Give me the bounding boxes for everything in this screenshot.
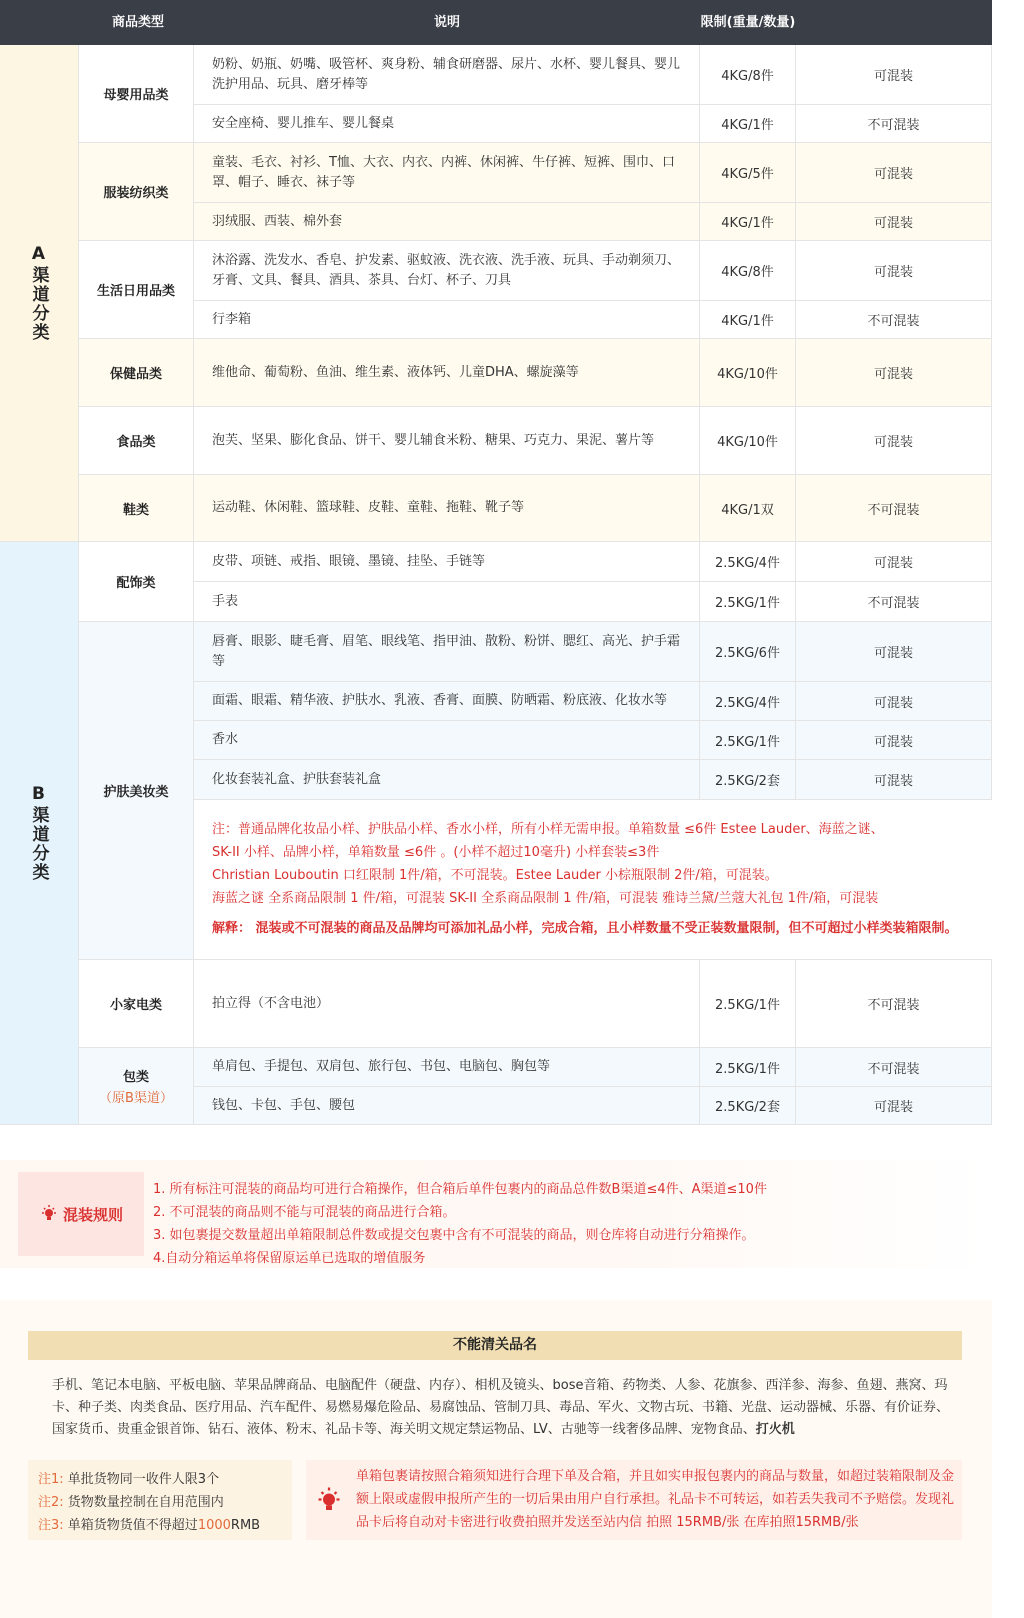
note-1 bbox=[38, 1468, 292, 1491]
section-b-label: B渠道分类 bbox=[0, 542, 79, 1125]
row-mix-status: 可混装 bbox=[796, 622, 992, 682]
row-limit: 4KG/1件 bbox=[700, 203, 796, 241]
row-description: 羽绒服、西装、棉外套 bbox=[194, 203, 700, 241]
row-limit: 2.5KG/6件 bbox=[700, 622, 796, 682]
row-mix-status: 可混装 bbox=[796, 45, 992, 105]
header-category: 商品类型 bbox=[111, 15, 164, 30]
row-mix-status: 不可混装 bbox=[796, 105, 992, 143]
row-mix-status: 不可混装 bbox=[796, 1048, 992, 1087]
notes-box bbox=[28, 1460, 292, 1540]
cosmetics-note-line3: Christian Louboutin 口红限制 1件/箱，不可混装。Estee Lauder 小棕瓶限制 2件/箱，可混装。 bbox=[212, 868, 778, 883]
category-clothing: 服装纺织类 bbox=[79, 143, 194, 241]
mix-rule-item: 1. 所有标注可混装的商品均可进行合箱操作，但合箱后单件包裹内的商品总件数B渠道≤4件、A渠道≤10件 bbox=[153, 1182, 767, 1197]
mix-rule-item: 3. 如包裹提交数量超出单箱限制总件数或提交包裹中含有不可混装的商品，则仓库将自动进行分箱操作。 bbox=[153, 1228, 755, 1243]
row-mix-status: 可混装 bbox=[796, 203, 992, 241]
row-description: 安全座椅、婴儿推车、婴儿餐桌 bbox=[194, 105, 700, 143]
row-limit: 2.5KG/2套 bbox=[700, 760, 796, 800]
mix-rule-item: 4.自动分箱运单将保留原运单已选取的增值服务 bbox=[153, 1251, 426, 1266]
row-limit: 2.5KG/4件 bbox=[700, 682, 796, 721]
category-shoes: 鞋类 bbox=[79, 475, 194, 542]
row-mix-status: 可混装 bbox=[796, 760, 992, 800]
note-3-text: 单箱货物货值不得超过 bbox=[67, 1518, 198, 1533]
row-mix-status: 可混装 bbox=[796, 143, 992, 203]
row-mix-status: 可混装 bbox=[796, 542, 992, 582]
cosmetics-note-line1: 注：普通品牌化妆品小样、护肤品小样、香水小样，所有小样无需申报。单箱数量 ≤6件 Estee Lauder、海蓝之谜、 bbox=[212, 822, 884, 837]
note-2-label: 注2: bbox=[38, 1495, 64, 1510]
row-limit: 2.5KG/4件 bbox=[700, 542, 796, 582]
row-description: 唇膏、眼影、睫毛膏、眉笔、眼线笔、指甲油、散粉、粉饼、腮红、高光、护手霜等 bbox=[194, 622, 700, 682]
mix-rules-badge bbox=[18, 1172, 144, 1256]
header-description: 说明 bbox=[433, 15, 460, 30]
row-description: 沐浴露、洗发水、香皂、护发素、驱蚊液、洗衣液、洗手液、玩具、手动剃须刀、牙膏、文具、餐具、酒具、茶具、台灯、杯子、刀具 bbox=[194, 241, 700, 301]
note-3-value: 1000 bbox=[197, 1518, 231, 1533]
category-appliance: 小家电类 bbox=[79, 960, 194, 1048]
row-mix-status: 可混装 bbox=[796, 1087, 992, 1125]
row-description: 单肩包、手提包、双肩包、旅行包、书包、电脑包、胸包等 bbox=[194, 1048, 700, 1087]
row-description: 钱包、卡包、手包、腰包 bbox=[194, 1087, 700, 1125]
cosmetics-note bbox=[194, 800, 992, 960]
lightbulb-icon bbox=[39, 1204, 59, 1224]
row-description: 香水 bbox=[194, 721, 700, 760]
note-1-label: 注1: bbox=[38, 1472, 64, 1487]
row-description: 皮带、项链、戒指、眼镜、墨镜、挂坠、手链等 bbox=[194, 542, 700, 582]
row-description: 行李箱 bbox=[194, 301, 700, 339]
row-limit: 2.5KG/1件 bbox=[700, 960, 796, 1048]
row-mix-status: 不可混装 bbox=[796, 582, 992, 622]
note-3-unit: RMB bbox=[230, 1518, 261, 1533]
row-limit: 4KG/1件 bbox=[700, 105, 796, 143]
header-limit: 限制(重量/数量) bbox=[700, 15, 796, 30]
row-mix-status: 可混装 bbox=[796, 721, 992, 760]
non-clearable-list bbox=[52, 1375, 956, 1441]
row-limit: 2.5KG/1件 bbox=[700, 721, 796, 760]
cosmetics-note-explain: 解释： 混装或不可混装的商品及品牌均可添加礼品小样，完成合箱，且小样数量不受正装数量限制，但不可超过小样类装箱限制。 bbox=[212, 921, 958, 936]
row-mix-status: 不可混装 bbox=[796, 475, 992, 542]
row-mix-status: 不可混装 bbox=[796, 301, 992, 339]
row-description: 维他命、葡萄粉、鱼油、维生素、液体钙、儿童DHA、螺旋藻等 bbox=[194, 339, 700, 407]
row-limit: 4KG/1双 bbox=[700, 475, 796, 542]
row-description: 化妆套装礼盒、护肤套装礼盒 bbox=[194, 760, 700, 800]
row-mix-status: 可混装 bbox=[796, 241, 992, 301]
row-description: 运动鞋、休闲鞋、篮球鞋、皮鞋、童鞋、拖鞋、靴子等 bbox=[194, 475, 700, 542]
cosmetics-note-line2: SK-II 小样、品牌小样，单箱数量 ≤6件 。(小样不超过10毫升) 小样套装≤3件 bbox=[212, 845, 660, 860]
lightbulb-icon bbox=[314, 1486, 344, 1516]
table-header bbox=[0, 0, 992, 45]
category-daily: 生活日用品类 bbox=[79, 241, 194, 339]
row-description: 童装、毛衣、衬衫、T恤、大衣、内衣、内裤、休闲裤、牛仔裤、短裤、围巾、口罩、帽子、睡衣、袜子等 bbox=[194, 143, 700, 203]
row-limit: 4KG/1件 bbox=[700, 301, 796, 339]
note-2 bbox=[38, 1491, 292, 1514]
non-clearable-lighter: 打火机 bbox=[755, 1422, 795, 1437]
mix-rules-list bbox=[153, 1178, 767, 1270]
row-mix-status: 不可混装 bbox=[796, 960, 992, 1048]
category-accessories: 配饰类 bbox=[79, 542, 194, 622]
row-limit: 4KG/10件 bbox=[700, 407, 796, 475]
row-description: 面霜、眼霜、精华液、护肤水、乳液、香膏、面膜、防晒霜、粉底液、化妆水等 bbox=[194, 682, 700, 721]
category-baby: 母婴用品类 bbox=[79, 45, 194, 143]
row-mix-status: 可混装 bbox=[796, 407, 992, 475]
cosmetics-note-line4: 海蓝之谜 全系商品限制 1 件/箱，可混装 SK-II 全系商品限制 1 件/箱，可混装 雅诗兰黛/兰蔻大礼包 1件/箱，可混装 bbox=[212, 891, 879, 906]
category-food: 食品类 bbox=[79, 407, 194, 475]
category-bags-note: （原B渠道） bbox=[99, 1091, 173, 1106]
note-2-text: 货物数量控制在自用范围内 bbox=[67, 1495, 224, 1510]
category-cosmetics: 护肤美妆类 bbox=[79, 622, 194, 960]
row-limit: 2.5KG/2套 bbox=[700, 1087, 796, 1125]
row-description: 泡芙、坚果、膨化食品、饼干、婴儿辅食米粉、糖果、巧克力、果泥、薯片等 bbox=[194, 407, 700, 475]
row-mix-status: 可混装 bbox=[796, 339, 992, 407]
non-clearable-title: 不能清关品名 bbox=[28, 1331, 962, 1360]
row-limit: 4KG/10件 bbox=[700, 339, 796, 407]
row-description: 拍立得（不含电池） bbox=[194, 960, 700, 1048]
row-description: 奶粉、奶瓶、奶嘴、吸管杯、爽身粉、辅食研磨器、尿片、水杯、婴儿餐具、婴儿洗护用品、玩具、磨牙棒等 bbox=[194, 45, 700, 105]
row-mix-status: 可混装 bbox=[796, 682, 992, 721]
category-bags bbox=[79, 1048, 194, 1125]
non-clearable-items: 手机、笔记本电脑、平板电脑、苹果品牌商品、电脑配件（硬盘、内存）、相机及镜头、bose音箱、药物类、人参、花旗参、西洋参、海参、鱼翅、燕窝、玛卡、种子类、肉类食品、医疗用品、汽车配件、易燃易爆危险品、易腐蚀品、管制刀具、毒品、军火、文物古玩、书籍、光盘、运动器械、乐器、有价证券、国家货币、贵重金银首饰、钻石、液体、粉末、礼品卡等、海关明文规定禁运物品、LV、古驰等一线奢侈品牌、宠物食品、 bbox=[52, 1378, 950, 1437]
section-a-label: A渠道分类 bbox=[0, 45, 79, 542]
warning-text: 单箱包裹请按照合箱须知进行合理下单及合箱，并且如实申报包裹内的商品与数量，如超过装箱限制及金额上限或虚假申报所产生的一切后果由用户自行承担。礼品卡不可转运，如若丢失我司不予赔偿。发现礼品卡后将自动对卡密进行收费拍照并发送至站内信 拍照 15RMB/张 在库拍照15RMB/张 bbox=[356, 1469, 955, 1530]
row-limit: 2.5KG/1件 bbox=[700, 1048, 796, 1087]
row-limit: 2.5KG/1件 bbox=[700, 582, 796, 622]
category-health: 保健品类 bbox=[79, 339, 194, 407]
category-bags-label: 包类 bbox=[122, 1070, 149, 1085]
row-limit: 4KG/5件 bbox=[700, 143, 796, 203]
note-3-label: 注3: bbox=[38, 1518, 64, 1533]
mix-rule-item: 2. 不可混装的商品则不能与可混装的商品进行合箱。 bbox=[153, 1205, 456, 1220]
row-limit: 4KG/8件 bbox=[700, 241, 796, 301]
mix-rules-title: 混装规则 bbox=[62, 1205, 123, 1224]
note-3 bbox=[38, 1514, 292, 1537]
row-limit: 4KG/8件 bbox=[700, 45, 796, 105]
note-1-text: 单批货物同一收件人限3个 bbox=[67, 1472, 220, 1487]
row-description: 手表 bbox=[194, 582, 700, 622]
